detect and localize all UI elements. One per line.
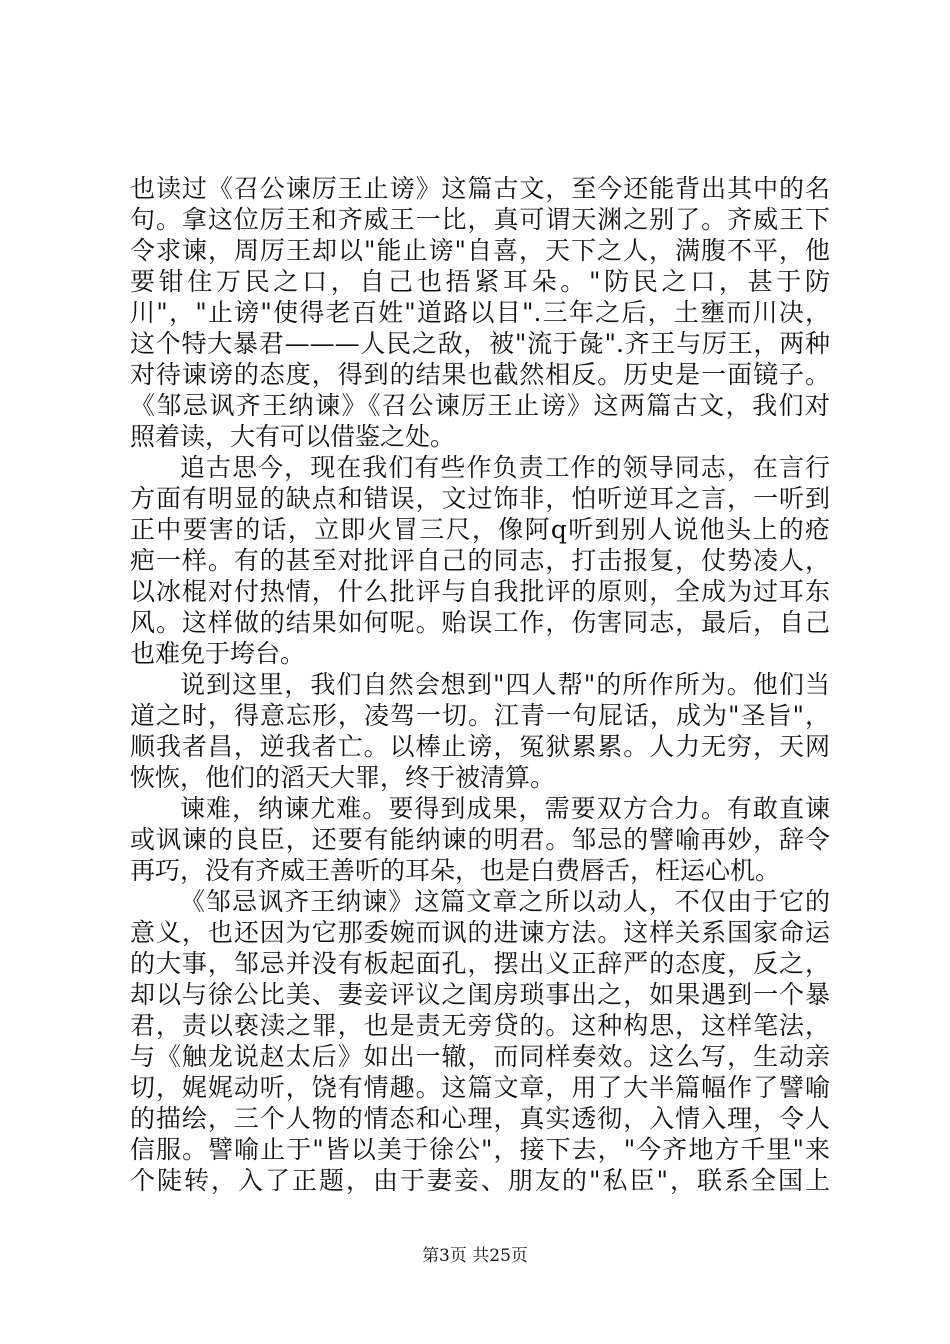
text-line: 以冰棍对付热情，什么批评与自我批评的原则，全成为过耳东 (130, 577, 830, 606)
text-line: 对待谏谤的态度，得到的结果也截然相反。历史是一面镜子。 (130, 360, 830, 389)
text-line: 的大事，邹忌并没有板起面孔，摆出义正辞严的态度，反之， (130, 949, 830, 978)
text-line: 道之时，得意忘形，凌驾一切。江青一句屁话，成为"圣旨"， (130, 701, 830, 730)
text-line: 或讽谏的良臣，还要有能纳谏的明君。邹忌的譬喻再妙，辞令 (130, 825, 830, 854)
paragraph (130, 886, 830, 1196)
text-line: 句。拿这位厉王和齐威王一比，真可谓天渊之别了。齐威王下 (130, 205, 830, 234)
paragraph (130, 173, 830, 452)
text-line: 谏难，纳谏尤难。要得到成果，需要双方合力。有敢直谏 (180, 794, 830, 823)
body-text (130, 173, 830, 1196)
text-line: 追古思今，现在我们有些作负责工作的领导同志，在言行 (180, 453, 830, 482)
page-footer: 第3页 共25页 (422, 1246, 528, 1266)
text-line: 这个特大暴君———人民之敌，被"流于彘".齐王与厉王，两种 (130, 329, 830, 358)
text-line: 令求谏，周厉王却以"能止谤"自喜，天下之人，满腹不平，他 (130, 236, 830, 265)
text-line: 信服。譬喻止于"皆以美于徐公"，接下去，"今齐地方千里"来 (130, 1135, 830, 1164)
text-line: 要钳住万民之口，自己也捂紧耳朵。"防民之口，甚于防 (130, 267, 830, 296)
text-line: 切，娓娓动听，饶有情趣。这篇文章，用了大半篇幅作了譬喻 (130, 1073, 830, 1102)
text-line: 《邹忌讽齐王纳谏》这篇文章之所以动人，不仅由于它的 (180, 887, 830, 916)
text-line: 方面有明显的缺点和错误，文过饰非，怕听逆耳之言，一听到 (130, 484, 830, 513)
text-line: 也读过《召公谏厉王止谤》这篇古文，至今还能背出其中的名 (130, 174, 830, 203)
text-line: 照着读，大有可以借鉴之处。 (130, 422, 456, 451)
text-line: 也难免于垮台。 (130, 639, 306, 668)
text-line: 《邹忌讽齐王纳谏》《召公谏厉王止谤》这两篇古文，我们对 (130, 391, 830, 420)
text-line: 疤一样。有的甚至对批评自己的同志，打击报复，仗势凌人， (130, 546, 830, 575)
text-line: 川"，"止谤"使得老百姓"道路以目".三年之后，土壅而川决， (130, 298, 830, 327)
text-line: 意义，也还因为它那委婉而讽的进谏方法。这样关系国家命运 (130, 918, 830, 947)
paragraph (130, 452, 830, 669)
text-line: 再巧，没有齐威王善听的耳朵，也是白费唇舌，枉运心机。 (130, 856, 781, 885)
text-line: 君，责以亵渎之罪，也是责无旁贷的。这种构思，这样笔法， (130, 1011, 830, 1040)
text-line: 却以与徐公比美、妻妾评议之闺房琐事出之，如果遇到一个暴 (130, 980, 830, 1009)
text-line: 风。这样做的结果如何呢。贻误工作，伤害同志，最后，自己 (130, 608, 830, 637)
text-line: 正中要害的话，立即火冒三尺，像阿q听到别人说他头上的疮 (130, 515, 830, 544)
text-line: 的描绘，三个人物的情态和心理，真实透彻，入情入理，令人 (130, 1104, 830, 1133)
text-line: 顺我者昌，逆我者亡。以棒止谤，冤狱累累。人力无穷，天网 (130, 732, 830, 761)
paragraph (130, 669, 830, 793)
text-line: 与《触龙说赵太后》如出一辙，而同样奏效。这么写，生动亲 (130, 1042, 830, 1071)
text-line: 个陡转，入了正题，由于妻妾、朋友的"私臣"，联系全国上 (130, 1166, 830, 1195)
text-line: 说到这里，我们自然会想到"四人帮"的所作所为。他们当 (180, 670, 830, 699)
text-line: 恢恢，他们的滔天大罪，终于被清算。 (130, 763, 556, 792)
paragraph (130, 793, 830, 886)
